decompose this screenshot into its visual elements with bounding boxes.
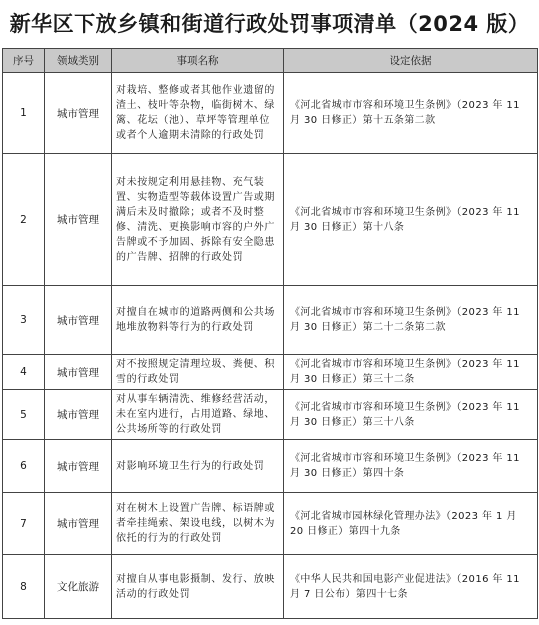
- row-domain: 城市管理: [45, 440, 112, 493]
- header-domain: 领域类别: [45, 49, 112, 73]
- row-domain: 城市管理: [45, 73, 112, 154]
- row-domain: 文化旅游: [45, 555, 112, 619]
- row-item: 对擅自从事电影摄制、发行、放映活动的行政处罚: [112, 555, 284, 619]
- header-item: 事项名称: [112, 49, 284, 73]
- row-basis: 《中华人民共和国电影产业促进法》（2016 年 11 月 7 日公布）第四十七条: [284, 555, 538, 619]
- row-basis: 《河北省城市市容和环境卫生条例》（2023 年 11 月 30 日修正）第十五条第二款: [284, 73, 538, 154]
- row-basis: 《河北省城市市容和环境卫生条例》（2023 年 11 月 30 日修正）第十八条: [284, 154, 538, 286]
- row-domain: 城市管理: [45, 493, 112, 555]
- row-item: 对不按照规定清理垃圾、粪便、积雪的行政处罚: [112, 355, 284, 390]
- table-row: [3, 73, 538, 154]
- row-domain: 城市管理: [45, 154, 112, 286]
- row-number: 7: [3, 493, 45, 555]
- row-item: 对从事车辆清洗、维修经营活动，未在室内进行，占用道路、绿地、公共场所等的行政处罚: [112, 390, 284, 440]
- row-number: 5: [3, 390, 45, 440]
- page-title: 新华区下放乡镇和街道行政处罚事项清单（2024 版）: [9, 12, 530, 36]
- row-item: 对未按规定利用悬挂物、充气装置、实物造型等载体设置广告或期满后未及时撤除；或者不及时整修、清洗、更换影响市容的户外广告牌或不予加固、拆除有安全隐患的广告牌、招牌的行政处罚: [112, 154, 284, 286]
- row-number: 2: [3, 154, 45, 286]
- penalty-items-table: [2, 48, 538, 619]
- row-domain: 城市管理: [45, 355, 112, 390]
- row-number: 3: [3, 286, 45, 355]
- table-row: [3, 286, 538, 355]
- table-header-row: [3, 49, 538, 73]
- header-basis: 设定依据: [284, 49, 538, 73]
- row-item: 对栽培、整修或者其他作业遗留的渣土、枝叶等杂物，临街树木、绿篱、花坛（池）、草坪等管理单位或者个人逾期未清除的行政处罚: [112, 73, 284, 154]
- row-number: 4: [3, 355, 45, 390]
- row-basis: 《河北省城市市容和环境卫生条例》（2023 年 11 月 30 日修正）第四十条: [284, 440, 538, 493]
- row-domain: 城市管理: [45, 390, 112, 440]
- row-number: 6: [3, 440, 45, 493]
- row-basis: 《河北省城市园林绿化管理办法》（2023 年 1 月 20 日修正）第四十九条: [284, 493, 538, 555]
- row-number: 8: [3, 555, 45, 619]
- table-row: [3, 493, 538, 555]
- row-number: 1: [3, 73, 45, 154]
- table-row: [3, 440, 538, 493]
- header-no: 序号: [3, 49, 45, 73]
- row-item: 对擅自在城市的道路两侧和公共场地堆放物料等行为的行政处罚: [112, 286, 284, 355]
- row-item: 对影响环境卫生行为的行政处罚: [112, 440, 284, 493]
- row-basis: 《河北省城市市容和环境卫生条例》（2023 年 11 月 30 日修正）第三十八条: [284, 390, 538, 440]
- table-row: [3, 555, 538, 619]
- table-row: [3, 355, 538, 390]
- row-basis: 《河北省城市市容和环境卫生条例》（2023 年 11 月 30 日修正）第二十二条第二款: [284, 286, 538, 355]
- row-item: 对在树木上设置广告牌、标语牌或者牵挂绳索、架设电线，以树木为依托的行为的行政处罚: [112, 493, 284, 555]
- table-row: [3, 154, 538, 286]
- row-domain: 城市管理: [45, 286, 112, 355]
- table-row: [3, 390, 538, 440]
- row-basis: 《河北省城市市容和环境卫生条例》（2023 年 11 月 30 日修正）第三十二条: [284, 355, 538, 390]
